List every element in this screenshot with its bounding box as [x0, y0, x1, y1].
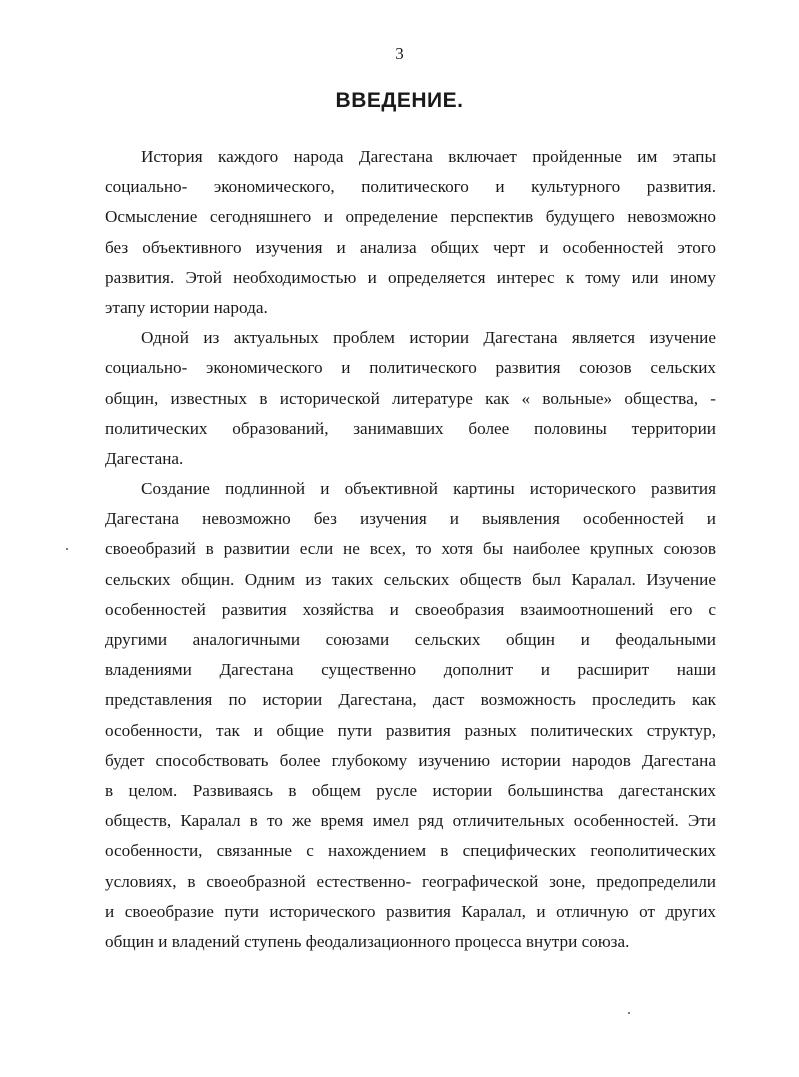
text-line: Создание подлинной и объективной картины исторического развития — [141, 479, 716, 499]
text-line: Дагестана. — [105, 448, 184, 468]
scan-speck — [66, 548, 68, 550]
paragraph — [105, 142, 716, 323]
paragraph — [105, 323, 716, 474]
text-line: Дагестана невозможно без изучения и выявления особенностей и — [105, 509, 716, 529]
text-line: условиях, в своеобразной естественно- географической зоне, предопределили — [105, 871, 716, 891]
text-line: в целом. Развиваясь в общем русле истории большинства дагестанских — [105, 780, 716, 800]
text-line: политических образований, занимавших более половины территории — [105, 418, 716, 438]
text-line: сельских общин. Одним из таких сельских обществ был Каралал. Изучение — [105, 569, 716, 589]
text-line: особенности, связанные с нахождением в специфических геополитических — [105, 841, 716, 861]
text-line: этапу истории народа. — [105, 297, 268, 317]
text-line: особенностей развития хозяйства и своеобразия взаимоотношений его с — [105, 599, 716, 619]
text-line: общин, известных в исторической литературе как « вольные» общества, - — [105, 388, 716, 408]
text-line: социально- экономического и политического развития союзов сельских — [105, 358, 716, 378]
text-line: общин и владений ступень феодализационного процесса внутри союза. — [105, 931, 630, 951]
scan-speck — [628, 1012, 630, 1014]
text-line: будет способствовать более глубокому изучению истории народов Дагестана — [105, 750, 716, 770]
body-text — [105, 142, 716, 957]
text-line: представления по истории Дагестана, даст возможность проследить как — [105, 690, 716, 710]
text-line: своеобразий в развитии если не всех, то хотя бы наиболее крупных союзов — [105, 539, 716, 559]
text-line: и своеобразие пути исторического развития Каралал, и отличную от других — [105, 901, 716, 921]
text-line: социально- экономического, политического и культурного развития. — [105, 177, 716, 197]
page-number: 3 — [395, 44, 404, 63]
text-line: другими аналогичными союзами сельских общин и феодальными — [105, 630, 716, 649]
text-line: История каждого народа Дагестана включает пройденные им этапы — [141, 147, 716, 166]
text-line: особенности, так и общие пути развития разных политических структур, — [105, 720, 716, 740]
text-line: обществ, Каралал в то же время имел ряд отличительных особенностей. Эти — [105, 811, 716, 831]
text-line: развития. Этой необходимостью и определяется интерес к тому или иному — [105, 267, 716, 287]
text-line: владениями Дагестана существенно дополнит и расширит наши — [105, 660, 716, 680]
text-line: Одной из актуальных проблем истории Дагестана является изучение — [141, 328, 716, 348]
paragraph — [105, 474, 716, 957]
text-line: без объективного изучения и анализа общих черт и особенностей этого — [105, 237, 716, 257]
section-heading: ВВЕДЕНИЕ. — [335, 89, 464, 112]
text-line: Осмысление сегодняшнего и определение перспектив будущего невозможно — [105, 207, 716, 227]
